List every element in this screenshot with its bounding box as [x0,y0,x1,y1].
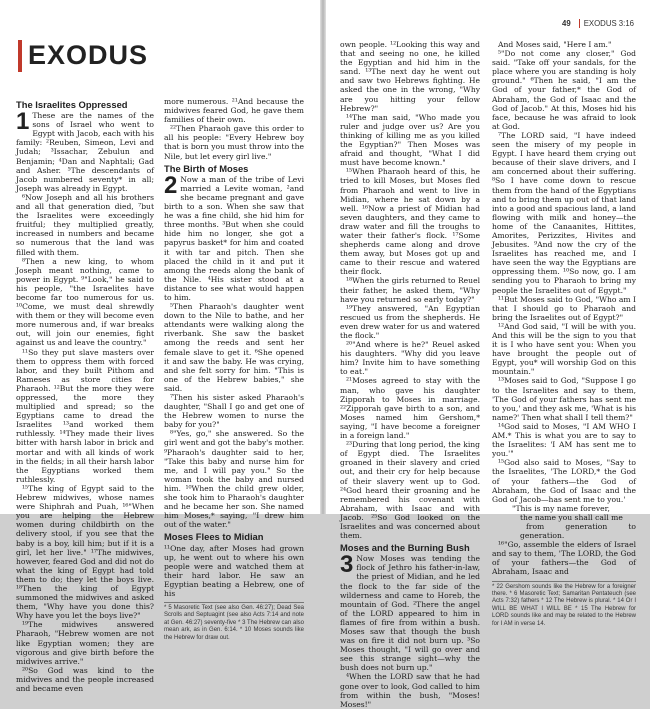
header-divider [579,19,580,28]
verse-paragraph: ¹⁹They answered, "An Egyptian rescued us from the shepherds. He even drew water for us and watered the flock." [340,303,480,340]
section-heading-birth: The Birth of Moses [164,162,249,174]
left-column-2 [164,97,304,642]
verse-paragraph: ¹⁵When Pharaoh heard of this, he tried to kill Moses, but Moses fled from Pharaoh and went to live in Midian, where he sat down by a well. ¹⁶Now a priest of Midian had seven daughters, and they came to draw water and fill the troughs to water their father's flock. ¹⁷Some shepherds came along and drove them away, but Moses got up and came to their rescue and watered their flock. [340,167,480,277]
verse-paragraph: ²²Then Pharaoh gave this order to all his people: "Every Hebrew boy that is born you must throw into the Nile, but let every girl live." [164,124,304,161]
page-number: 49 [562,19,571,28]
verse-paragraph: ⁷Then his sister asked Pharaoh's daughter, "Shall I go and get one of the Hebrew women to nurse the baby for you?" [164,393,304,430]
verse-paragraph: ¹²And God said, "I will be with you. And this will be the sign to you that it is I who have sent you: When you have brought the people out of Egypt, you* will worship God on this mountain." [492,321,636,377]
chapter-number-1: 1 [16,108,30,136]
verse-paragraph: ¹⁴The man said, "Who made you ruler and judge over us? Are you thinking of killing me as you killed the Egyptian?" Then Moses was afraid and thought, "What I did must have become known." [340,112,480,168]
verse-paragraph: ⁵Then Pharaoh's daughter went down to the Nile to bathe, and her attendants were walking along the riverbank. She saw the basket among the reeds and sent her female slave to get it. ⁶She opened it and saw the baby. He was crying, and she felt sorry for him. "This is one of the Hebrew babies," she said. [164,302,304,393]
section-heading-oppressed: The Israelites Oppressed [16,99,128,110]
right-column-1 [340,40,480,709]
header-reference: EXODUS 3:16 [583,19,634,28]
running-header [562,19,634,28]
section-heading-bush: Moses and the Burning Bush [340,542,470,554]
verse-paragraph: ⁵"Do not come any closer," God said. "Take off your sandals, for the place where you are standing is holy ground." ⁶Then he said, "I am the God of your father,* the God of Abraham, the God of Isaac and the God of Jacob." At this, Moses hid his face, because he was afraid to look at God. [492,49,636,131]
verse-paragraph: ¹⁵God also said to Moses, "Say to the Israelites, 'The LORD,* the God of your fathers—the God of Abraham, the God of Isaac and the God of Jacob—has sent me to you.' [492,458,636,504]
verse-paragraph: ²⁰So God was kind to the midwives and the people increased and became even [16,665,154,693]
book-title: EXODUS [28,40,149,70]
verse-paragraph: Now Moses was tending the flock of Jethro his father-in-law, the priest of Midian, and he led the flock to the far side of the wilderness and came to Horeb, the mountain of God. ²There the angel of the LORD appeared to him in flames of fire from within a bush. Moses saw that though the bush was on fire it did not burn up. ³So Moses thought, "I will go over and see this strange sight—why the bush does not burn up." [340,554,480,673]
verse-paragraph: ²⁰"And where is he?" Reuel asked his daughters. "Why did you leave him? Invite him to have something to eat." [340,340,480,377]
poem-line: the name you shall call me [520,512,623,522]
poem-line: from generation to generation. [520,521,636,541]
verse-paragraph: more numerous. ²¹And because the midwives feared God, he gave them families of their own. [164,97,304,125]
verse-paragraph: ⁸Then a new king, to whom Joseph meant nothing, came to power in Egypt. ⁹"Look," he said to his people, "the Israelites have become far too numerous for us. ¹⁰Come, we must deal shrewdly with them or they will become even more numerous and, if war breaks out, will join our enemies, fight against us and leave the country." [16,256,154,348]
verse-paragraph: Now a man of the tribe of Levi married a Levite woman, ²and she became pregnant and gave birth to a son. When she saw that he was a fine child, she hid him for three months. ³But when she could hide him no longer, she got a papyrus basket* for him and coated it with tar and pitch. Then she placed the child in it and put it among the reeds along the bank of the Nile. ⁴His sister stood at a distance to see what would happen to him. [164,174,304,302]
footnotes: * 22 Gershom sounds like the Hebrew for a foreigner there. * 6 Masoretic Text; Samaritan Pentateuch (see Acts 7:32) fathers * 12 The Hebrew is plural. * 14 Or I WILL BE WHAT I WILL BE * 15 The Hebrew for LORD sounds like and may be related to the Hebrew for I AM in verse 14. [492,581,636,628]
poem-line: "This is my name forever, [512,503,610,513]
verse-paragraph: ⁶Now Joseph and all his brothers and all that generation died, ⁷but the Israelites were exceedingly fruitful; they multiplied greatly, increased in numbers and became so numerous that the land was filled with them. [16,192,154,257]
section-heading-flees: Moses Flees to Midian [164,531,264,543]
verse-paragraph: ¹⁶"Go, assemble the elders of Israel and say to them, 'The LORD, the God of your fathers—the God of Abraham, Isaac and [492,540,636,577]
right-column-2 [492,40,636,628]
verse-paragraph: ⁷The LORD said, "I have indeed seen the misery of my people in Egypt. I have heard them crying out because of their slave drivers, and I am concerned about their suffering. ⁸So I have come down to rescue them from the hand of the Egyptians and to bring them up out of that land into a good and spacious land, a land flowing with milk and honey—the home of the Canaanites, Hittites, Amorites, Perizzites, Hivites and Jebusites. ⁹And now the cry of the Israelites has reached me, and I have seen the way the Egyptians are oppressing them. ¹⁰So now, go. I am sending you to Pharaoh to bring my people the Israelites out of Egypt." [492,130,636,295]
verse-paragraph: ⁸"Yes, go," she answered. So the girl went and got the baby's mother. ⁹Pharaoh's daughter said to her, "Take this baby and nurse him for me, and I will pay you." So the woman took the baby and nursed him. ¹⁰When the child grew older, she took him to Pharaoh's daughter and he became her son. She named him Moses,* saying, "I drew him out of the water." [164,429,304,530]
verse-paragraph: own people. ¹²Looking this way and that and seeing no one, he killed the Egyptian and hid him in the sand. ¹³The next day he went out and saw two Hebrews fighting. He asked the one in the wrong, "Why are you hitting your fellow Hebrew?" [340,40,480,113]
verse-paragraph: ⁴When the LORD saw that he had gone over to look, God called to him from within the bush, "Moses! Moses!" [340,672,480,709]
verse-paragraph: ¹⁵The king of Egypt said to the Hebrew midwives, whose names were Shiphrah and Puah, ¹⁶"When you are helping the Hebrew women during childbirth on the delivery stool, if you see that the baby is a boy, kill him; but if it is a girl, let her live." ¹⁷The midwives, however, feared God and did not do what the king of Egypt had told them to do; they let the boys live. ¹⁸Then the king of Egypt summoned the midwives and asked them, "Why have you done this? Why have you let the boys live?" [16,483,154,621]
verse-paragraph: These are the names of the sons of Israel who went to Egypt with Jacob, each with his family: ²Reuben, Simeon, Levi and Judah; ³Issachar, Zebulun and Benjamin; ⁴Dan and Naphtali; Gad and Asher. ⁵The descendants of Jacob numbered seventy* in all; Joseph was already in Egypt. [16,111,154,193]
verse-paragraph: ²³During that long period, the king of Egypt died. The Israelites groaned in their slavery and cried out, and their cry for help because of their slavery went up to God. ²⁴God heard their groaning and he remembered his covenant with Abraham, with Isaac and with Jacob. ²⁵So God looked on the Israelites and was concerned about them. [340,440,480,541]
verse-paragraph: ¹³Moses said to God, "Suppose I go to the Israelites and say to them, 'The God of your fathers has sent me to you,' and they ask me, 'What is his name?' Then what shall I tell them?" [492,376,636,422]
chapter-number-3: 3 [340,551,354,579]
verse-paragraph: ¹⁹The midwives answered Pharaoh, "Hebrew women are not like Egyptian women; they are vigorous and give birth before the midwives arrive." [16,620,154,666]
right-page [326,0,650,709]
chapter-number-2: 2 [164,171,178,199]
verse-paragraph: ¹⁸When the girls returned to Reuel their father, he asked them, "Why have you returned so early today?" [340,276,480,304]
verse-paragraph: ¹⁴God said to Moses, "I AM WHO I AM.* This is what you are to say to the Israelites: 'I AM has sent me to you.'" [492,421,636,459]
verse-paragraph: ¹¹But Moses said to God, "Who am I that I should go to Pharaoh and bring the Israelites out of Egypt?" [492,294,636,322]
verse-paragraph: ²¹Moses agreed to stay with the man, who gave his daughter Zipporah to Moses in marriage. ²²Zipporah gave birth to a son, and Moses named him Gershom,* saying, "I have become a foreigner in a foreign land." [340,376,480,441]
verse-paragraph: ¹¹One day, after Moses had grown up, he went out to where his own people were and watched them at their hard labor. He saw an Egyptian beating a Hebrew, one of his [164,543,304,598]
left-column-1 [16,97,154,693]
verse-paragraph: ¹¹So they put slave masters over them to oppress them with forced labor, and they built Pithom and Rameses as store cities for Pharaoh. ¹²But the more they were oppressed, the more they multiplied and spread; so the Egyptians came to dread the Israelites ¹³and worked them ruthlessly. ¹⁴They made their lives bitter with harsh labor in brick and mortar and with all kinds of work in the fields; in all their harsh labor the Egyptians worked them ruthlessly. [16,347,154,484]
footnotes: * 5 Masoretic Text (see also Gen. 46:27); Dead Sea Scrolls and Septuagint (see also Acts 7:14 and note at Gen. 46:27) seventy-five * 3 The Hebrew can also mean ark, as in Gen. 6:14. * 10 Moses sounds like the Hebrew for draw out. [164,602,304,642]
verse-paragraph: And Moses said, "Here I am." [498,40,612,49]
left-page [0,0,320,693]
